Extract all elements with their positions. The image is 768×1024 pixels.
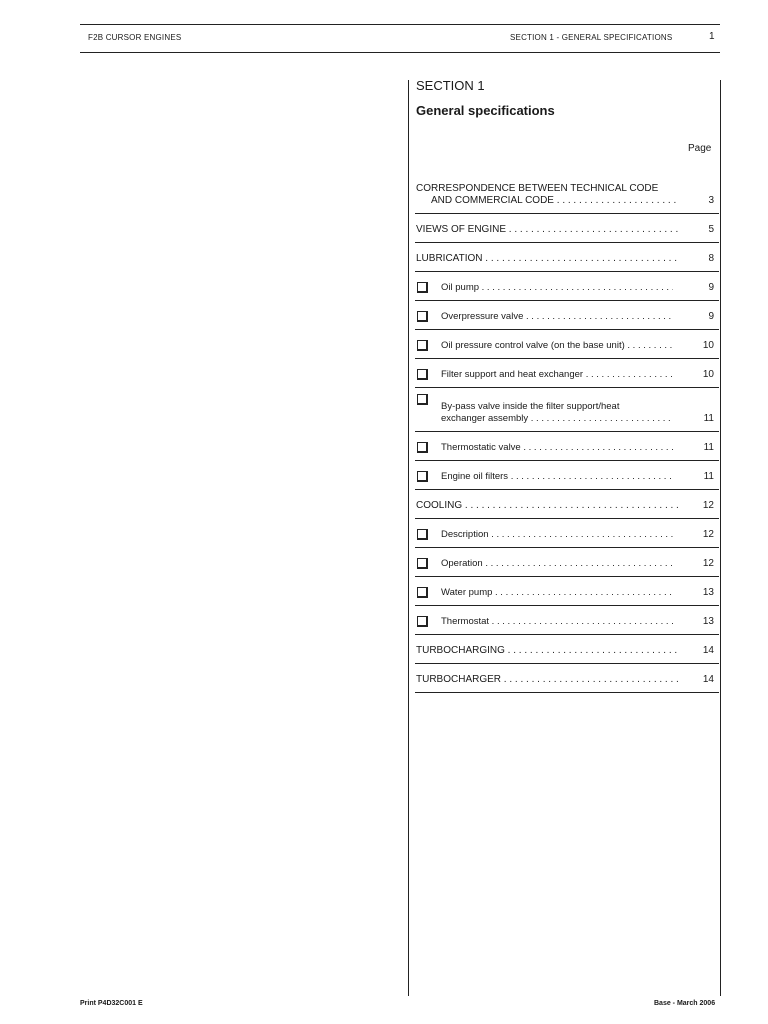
toc-item-label: Description bbox=[441, 529, 489, 540]
toc-leader-dots bbox=[479, 282, 673, 293]
toc-item-thermostatic-valve[interactable] bbox=[415, 432, 719, 461]
toc-leader-dots bbox=[508, 471, 673, 482]
toc-item-page: 8 bbox=[708, 253, 714, 264]
toc-item-label: AND COMMERCIAL CODE bbox=[431, 195, 554, 206]
toc-item-label: TURBOCHARGER bbox=[416, 674, 502, 685]
toc-leader-dots bbox=[483, 253, 679, 264]
toc-item-page: 13 bbox=[702, 587, 714, 598]
table-of-contents bbox=[415, 172, 719, 693]
toc-item-page: 10 bbox=[702, 369, 714, 380]
toc-item-correspondence[interactable] bbox=[415, 172, 719, 214]
toc-item-label: TURBOCHARGING bbox=[416, 645, 505, 656]
toc-item-page: 13 bbox=[702, 616, 714, 627]
checkbox-bullet-icon bbox=[417, 558, 428, 569]
toc-item-page: 12 bbox=[702, 500, 714, 511]
toc-item-page: 10 bbox=[702, 340, 714, 351]
checkbox-bullet-icon bbox=[417, 529, 428, 540]
toc-leader-dots bbox=[489, 529, 673, 540]
toc-item-overpressure-valve[interactable] bbox=[415, 301, 719, 330]
toc-leader-dots bbox=[462, 500, 678, 511]
header-page-number: 1 bbox=[709, 31, 715, 42]
toc-item-label: Oil pressure control valve (on the base unit) bbox=[441, 340, 625, 351]
toc-item-engine-oil-filters[interactable] bbox=[415, 461, 719, 490]
header-left-title: F2B CURSOR ENGINES bbox=[88, 33, 182, 42]
toc-item-page: 11 bbox=[703, 413, 714, 424]
toc-item-label: COOLING bbox=[416, 500, 463, 511]
toc-item-page: 14 bbox=[702, 674, 714, 685]
toc-leader-dots bbox=[554, 195, 678, 206]
page-column-header: Page bbox=[688, 143, 712, 154]
checkbox-bullet-icon bbox=[417, 311, 428, 322]
toc-item-turbocharger[interactable] bbox=[415, 664, 719, 693]
checkbox-bullet-icon bbox=[417, 369, 428, 380]
column-right-rule bbox=[720, 80, 721, 996]
toc-item-page: 9 bbox=[708, 311, 714, 322]
toc-leader-dots bbox=[492, 587, 673, 598]
toc-leader-dots bbox=[483, 558, 673, 569]
toc-leader-dots bbox=[528, 413, 673, 424]
footer-print-code: Print P4D32C001 E bbox=[80, 1000, 143, 1007]
toc-item-label: Filter support and heat exchanger bbox=[441, 369, 584, 380]
toc-item-views-of-engine[interactable] bbox=[415, 214, 719, 243]
toc-item-thermostat[interactable] bbox=[415, 606, 719, 635]
section-label: SECTION 1 bbox=[416, 78, 485, 93]
header-top-rule bbox=[80, 24, 720, 25]
toc-item-cooling[interactable] bbox=[415, 490, 719, 519]
toc-leader-dots bbox=[583, 369, 673, 380]
toc-item-water-pump[interactable] bbox=[415, 577, 719, 606]
toc-item-page: 11 bbox=[703, 471, 714, 482]
toc-item-turbocharging[interactable] bbox=[415, 635, 719, 664]
checkbox-bullet-icon bbox=[417, 340, 428, 351]
toc-item-operation[interactable] bbox=[415, 548, 719, 577]
toc-item-label: LUBRICATION bbox=[416, 253, 483, 264]
toc-leader-dots bbox=[505, 645, 678, 656]
toc-item-label: CORRESPONDENCE BETWEEN TECHNICAL CODE bbox=[416, 183, 659, 194]
toc-item-lubrication[interactable] bbox=[415, 243, 719, 272]
toc-item-label: Engine oil filters bbox=[441, 471, 509, 482]
toc-item-label: Operation bbox=[441, 558, 483, 569]
toc-item-label: By-pass valve inside the filter support/heat bbox=[441, 401, 620, 412]
toc-item-oil-pressure-control-valve[interactable] bbox=[415, 330, 719, 359]
checkbox-bullet-icon bbox=[417, 471, 428, 482]
toc-item-label: Thermostatic valve bbox=[441, 442, 521, 453]
toc-item-label: Oil pump bbox=[441, 282, 480, 293]
checkbox-bullet-icon bbox=[417, 442, 428, 453]
toc-item-page: 12 bbox=[702, 558, 714, 569]
toc-item-page: 5 bbox=[708, 224, 714, 235]
toc-item-filter-support[interactable] bbox=[415, 359, 719, 388]
toc-item-page: 11 bbox=[703, 442, 714, 453]
toc-item-label: Overpressure valve bbox=[441, 311, 524, 322]
toc-item-by-pass-valve[interactable] bbox=[415, 388, 719, 432]
toc-leader-dots bbox=[501, 674, 678, 685]
toc-item-oil-pump[interactable] bbox=[415, 272, 719, 301]
toc-leader-dots bbox=[523, 311, 673, 322]
footer-edition: Base - March 2006 bbox=[654, 1000, 716, 1007]
header-bottom-rule bbox=[80, 52, 720, 53]
checkbox-bullet-icon bbox=[417, 282, 428, 293]
toc-item-page: 12 bbox=[702, 529, 714, 540]
section-title: General specifications bbox=[416, 103, 555, 118]
toc-item-label: VIEWS OF ENGINE bbox=[416, 224, 507, 235]
toc-item-page: 9 bbox=[708, 282, 714, 293]
toc-item-label: Thermostat bbox=[441, 616, 490, 627]
toc-item-label: Water pump bbox=[441, 587, 493, 598]
toc-item-page: 3 bbox=[708, 195, 714, 206]
checkbox-bullet-icon bbox=[417, 587, 428, 598]
toc-item-description[interactable] bbox=[415, 519, 719, 548]
toc-leader-dots bbox=[489, 616, 673, 627]
toc-item-page: 14 bbox=[702, 645, 714, 656]
toc-leader-dots bbox=[506, 224, 678, 235]
column-left-rule bbox=[408, 80, 409, 996]
toc-leader-dots bbox=[625, 340, 673, 351]
toc-leader-dots bbox=[521, 442, 673, 453]
header-right-title: SECTION 1 - GENERAL SPECIFICATIONS bbox=[510, 33, 673, 42]
toc-item-label: exchanger assembly bbox=[441, 413, 529, 424]
checkbox-bullet-icon bbox=[417, 394, 428, 405]
checkbox-bullet-icon bbox=[417, 616, 428, 627]
